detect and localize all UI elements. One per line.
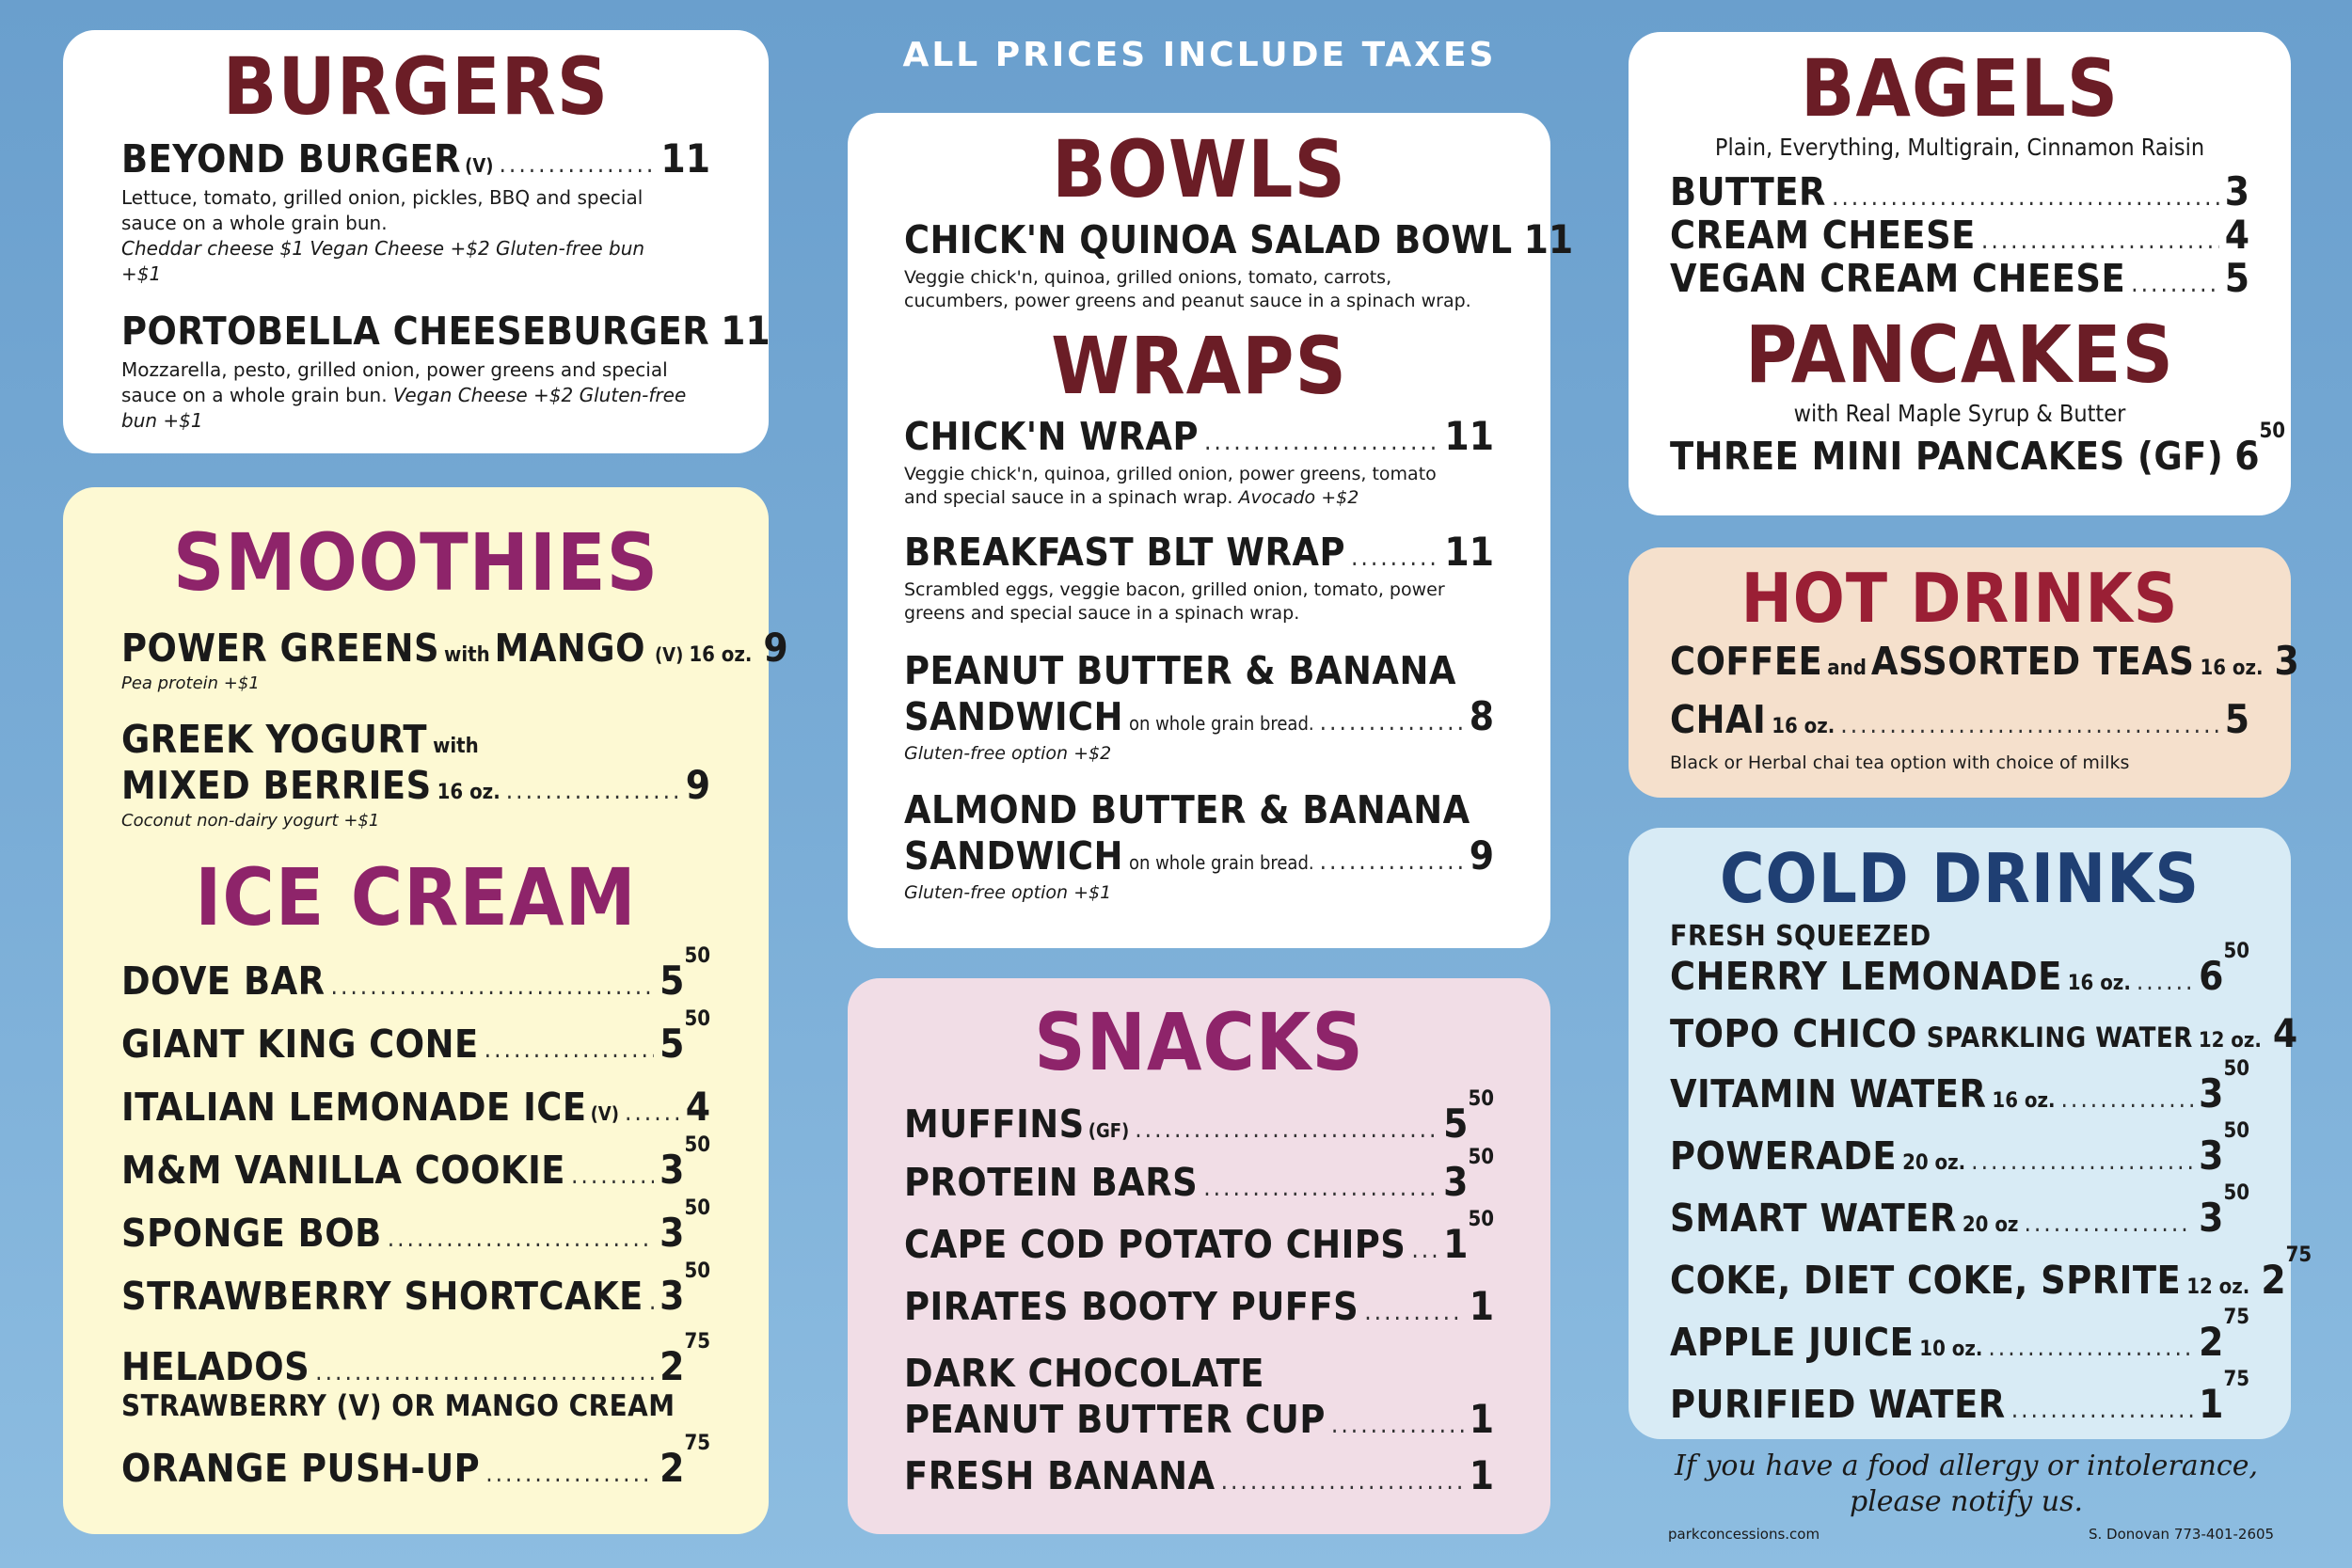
bagels-pancakes-panel bbox=[1629, 32, 2291, 515]
menu-item-helados: HELADOS ..... $2^{75}$ STRAWBERRY (V) OR MANGO CREAM bbox=[121, 1336, 710, 1445]
item-price: 11 bbox=[660, 135, 710, 182]
item-price: 11 bbox=[721, 308, 771, 354]
menu-item-power-greens: POWER GREENS with MANGO (V) 16 oz. 9 Pea protein +$1 bbox=[121, 625, 710, 696]
hot-drinks-title: HOT DRINKS bbox=[1740, 559, 2179, 638]
ice-cream-title: ICE CREAM bbox=[195, 851, 637, 943]
hot-drinks-panel bbox=[1629, 547, 2299, 798]
menu-item-italian-lemonade-ice: ITALIAN LEMONADE ICE (V) ..... 4 bbox=[121, 1084, 710, 1147]
item-name-2: MANGO bbox=[494, 626, 645, 671]
menu-item-breakfast-blt-wrap bbox=[904, 529, 1494, 626]
vegan-tag: (V) bbox=[465, 154, 494, 177]
menu-item-cream-cheese: CREAM CHEESE ..... 4 bbox=[1670, 212, 2249, 255]
menu-item-purified-water: PURIFIED WATER ..... $1^{75}$ bbox=[1670, 1381, 2249, 1443]
menu-item-portobella-cheeseburger bbox=[121, 308, 771, 434]
item-note: Coconut non-dairy yogurt +$1 bbox=[121, 811, 380, 831]
menu-item-peanut-butter-banana: PEANUT BUTTER & BANANA SANDWICH on whole grain bread. ..... 8 Gluten-free option +$2 bbox=[904, 648, 1494, 767]
menu-item-dark-chocolate-pb-cup: DARK CHOCOLATE PEANUT BUTTER CUP ..... 1 bbox=[904, 1351, 1494, 1452]
menu-item-dove-bar: DOVE BAR ..... $5^{50}$ bbox=[121, 958, 710, 1021]
item-price: 11 bbox=[1444, 529, 1494, 575]
smoothies-icecream-panel bbox=[63, 487, 788, 1534]
snacks-title: SNACKS bbox=[1034, 996, 1364, 1088]
menu-item-coke-diet-sprite: COKE, DIET COKE, SPRITE 12 oz. $2^{75}$ bbox=[1670, 1243, 2312, 1303]
menu-item-cherry-lemonade: FRESH SQUEEZED CHERRY LEMONADE 16 oz. ..... $6^{50}$ bbox=[1670, 920, 2249, 1010]
menu-item-cape-cod-chips: CAPE COD POTATO CHIPS ..... $1^{50}$ bbox=[904, 1221, 1494, 1283]
bagels-subtitle: Plain, Everything, Multigrain, Cinnamon Raisin bbox=[1714, 134, 2205, 161]
taxes-note: ALL PRICES INCLUDE TAXES bbox=[902, 36, 1497, 74]
bowls-wraps-panel bbox=[848, 113, 1574, 948]
menu-item-apple-juice: APPLE JUICE 10 oz. ..... $2^{75}$ bbox=[1670, 1319, 2249, 1381]
menu-item-beyond-burger bbox=[121, 135, 710, 287]
menu-item-protein-bars: PROTEIN BARS ..... $3^{50}$ bbox=[904, 1159, 1494, 1221]
item-price: 11 bbox=[1444, 413, 1494, 459]
pancakes-title: PANCAKES bbox=[1745, 309, 2174, 401]
item-description: Scrambled eggs, veggie bacon, grilled onion, tomato, power greens and special sauce in a spinach wrap. bbox=[904, 579, 1445, 624]
menu-item-vegan-cream-cheese: VEGAN CREAM CHEESE ..... 5 bbox=[1670, 255, 2249, 298]
contact-text: S. Donovan 773-401-2605 bbox=[2089, 1526, 2275, 1543]
item-description: Veggie chick'n, quinoa, grilled onion, power greens, tomato and special sauce in a spinach wrap. Avocado +$2 bbox=[904, 464, 1437, 508]
menu-item-pirates-booty: PIRATES BOOTY PUFFS ..... 1 bbox=[904, 1283, 1494, 1351]
item-note: Gluten-free option +$2 bbox=[904, 743, 1112, 764]
item-price: 11 bbox=[1523, 216, 1574, 262]
menu-item-giant-king-cone: GIANT KING CONE ..... $5^{50}$ bbox=[121, 1021, 710, 1084]
item-price: 9 bbox=[763, 625, 788, 671]
burgers-panel bbox=[63, 30, 769, 453]
wraps-title: WRAPS bbox=[1051, 320, 1347, 412]
item-size: 16 oz. bbox=[437, 781, 501, 804]
item-name-2: MIXED BERRIES bbox=[121, 763, 432, 808]
allergy-notice: If you have a food allergy or intolerance, please notify us. bbox=[1674, 1449, 2258, 1518]
item-name: GREEK YOGURT bbox=[121, 717, 428, 762]
item-extras: Vegan Cheese +$2 Gluten-free bun +$1 bbox=[121, 384, 687, 432]
menu-item-strawberry-shortcake: STRAWBERRY SHORTCAKE ..... $3^{50}$ bbox=[121, 1273, 710, 1336]
item-name: CHICK'N QUINOA SALAD BOWL bbox=[904, 217, 1513, 262]
menu-item-coffee-teas: COFFEE and ASSORTED TEAS 16 oz. 3 bbox=[1670, 638, 2299, 684]
pancakes-subtitle: with Real Maple Syrup & Butter bbox=[1793, 400, 2126, 427]
cold-drinks-title: COLD DRINKS bbox=[1719, 839, 2200, 918]
menu-item-three-mini-pancakes: THREE MINI PANCAKES (GF) $6^{50}$ bbox=[1670, 420, 2286, 479]
item-price: 9 bbox=[685, 762, 710, 808]
bagels-list bbox=[1670, 168, 2249, 301]
item-description: Mozzarella, pesto, grilled onion, power greens and special sauce on a whole grain bun. Vegan Cheese +$2 Gluten-free bun +$1 bbox=[121, 358, 687, 432]
menu-item-muffins: MUFFINS (GF) ..... $5^{50}$ bbox=[904, 1101, 1494, 1159]
item-size: 16 oz. bbox=[689, 643, 753, 667]
menu-item-smart-water: SMART WATER 20 oz ..... $3^{50}$ bbox=[1670, 1195, 2249, 1257]
item-price: 9 bbox=[1469, 832, 1494, 879]
website-text: parkconcessions.com bbox=[1668, 1526, 1820, 1543]
menu-item-topo-chico: TOPO CHICO SPARKLING WATER 12 oz. 4 bbox=[1670, 1010, 2298, 1056]
bowls-title: BOWLS bbox=[1052, 123, 1346, 215]
menu-item-chai: CHAI 16 oz. ..... 5 bbox=[1670, 696, 2249, 743]
item-name: BREAKFAST BLT WRAP bbox=[904, 530, 1345, 575]
menu-item-almond-butter-banana: ALMOND BUTTER & BANANA SANDWICH on whole grain bread. ..... 9 Gluten-free option +$1 bbox=[904, 787, 1494, 906]
item-name: PORTOBELLA CHEESEBURGER bbox=[121, 309, 710, 354]
cold-drinks-panel bbox=[1629, 828, 2312, 1439]
menu-item-chickn-quinoa-bowl bbox=[904, 216, 1574, 313]
item-note: Pea protein +$1 bbox=[121, 673, 260, 693]
menu-item-chickn-wrap bbox=[904, 413, 1494, 510]
menu-item-greek-yogurt: GREEK YOGURT with MIXED BERRIES 16 oz. ..... 9 Coconut non-dairy yogurt +$1 bbox=[121, 717, 710, 833]
item-description: Veggie chick'n, quinoa, grilled onions, tomato, carrots, cucumbers, power greens and peanut sauce in a spinach wrap. bbox=[904, 267, 1471, 311]
menu-item-butter: BUTTER ..... 3 bbox=[1670, 168, 2249, 212]
smoothies-title: SMOOTHIES bbox=[172, 516, 660, 609]
snacks-list bbox=[904, 1087, 1494, 1511]
ice-cream-list bbox=[121, 944, 710, 1508]
item-price: 8 bbox=[1469, 693, 1494, 739]
menu-item-sponge-bob: SPONGE BOB ..... $3^{50}$ bbox=[121, 1210, 710, 1273]
item-note: Gluten-free option +$1 bbox=[904, 882, 1112, 903]
item-description: Lettuce, tomato, grilled onion, pickles, BBQ and special sauce on a whole grain bun. Cheddar cheese $1 Vegan Cheese +$2 Gluten-free bun +$1 bbox=[121, 186, 645, 285]
vegan-tag: (V) bbox=[590, 1102, 619, 1125]
item-name: CHICK'N WRAP bbox=[904, 414, 1199, 459]
cold-drinks-list bbox=[1670, 920, 2312, 1443]
menu-item-vitamin-water: VITAMIN WATER 16 oz. ..... $3^{50}$ bbox=[1670, 1070, 2249, 1132]
item-extras: Cheddar cheese $1 Vegan Cheese +$2 Gluten-free bun +$1 bbox=[121, 237, 645, 285]
chai-note: Black or Herbal chai tea option with choice of milks bbox=[1670, 752, 2130, 773]
vegan-tag: (V) bbox=[654, 643, 684, 666]
snacks-panel bbox=[848, 978, 1550, 1534]
menu-item-mm-vanilla-cookie: M&M VANILLA COOKIE ..... $3^{50}$ bbox=[121, 1147, 710, 1210]
item-name: POWER GREENS bbox=[121, 626, 440, 671]
item-subline: STRAWBERRY (V) OR MANGO CREAM bbox=[121, 1389, 675, 1423]
menu-item-orange-push-up: ORANGE PUSH-UP ..... $2^{75}$ bbox=[121, 1445, 710, 1508]
item-name: BEYOND BURGER bbox=[121, 136, 462, 182]
burgers-title: BURGERS bbox=[222, 40, 610, 133]
bagels-title: BAGELS bbox=[1800, 42, 2120, 135]
menu-item-powerade: POWERADE 20 oz. ..... $3^{50}$ bbox=[1670, 1132, 2249, 1195]
menu-item-fresh-banana: FRESH BANANA ..... 1 bbox=[904, 1452, 1494, 1511]
